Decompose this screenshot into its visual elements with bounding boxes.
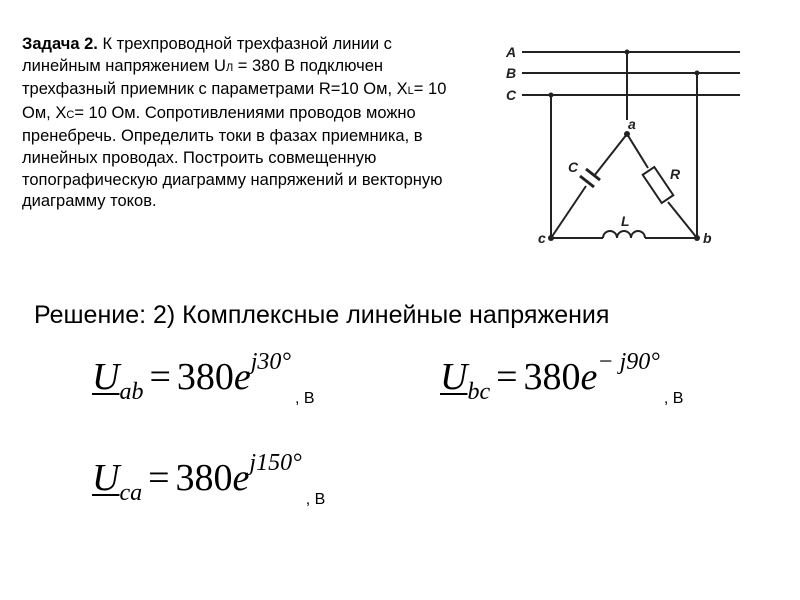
label-node-c: c [538, 230, 546, 246]
formula-uab-equals: = [149, 356, 171, 398]
subscript-L: L [407, 85, 414, 98]
formula-ubc [440, 349, 684, 407]
formula-uca-unit: , В [305, 491, 326, 508]
formula-uca-symbol: U [92, 457, 120, 499]
subscript-C: C [66, 108, 75, 121]
formula-ubc-e: e [580, 356, 598, 398]
problem-text-1: К трехпроводной трехфазной линии с линейным напряжением U [22, 35, 392, 75]
solution-heading: Решение: 2) Комплексные линейные напряжения [34, 301, 610, 329]
formula-uca-subscript: ca [119, 480, 143, 506]
label-inductor: L [621, 213, 630, 229]
formula-uca-magnitude: 380 [175, 457, 233, 499]
formula-uab-symbol: U [92, 356, 120, 398]
formula-uab [92, 349, 315, 407]
formula-uab-subscript: ab [119, 379, 144, 405]
label-line-B: B [506, 65, 517, 81]
label-node-a: a [628, 116, 636, 132]
problem-text-4: = 10 Ом. Сопротивлениями проводов можно пренебречь. Определить токи в фазах приемника, в линейных проводах. Построить совмещенную топографическую диаграмму напряжений и векторную диаграмму токов. [22, 103, 443, 211]
label-line-A: A [506, 44, 517, 60]
resistor [643, 167, 674, 203]
problem-text-2: = 380 В подключен трехфазный приемник с параметрами R=10 Ом, X [22, 56, 408, 99]
formula-uab-exponent: j30° [250, 349, 292, 375]
label-resistor: R [670, 166, 681, 182]
problem-heading: Задача 2. [22, 35, 98, 53]
inductor [603, 231, 645, 238]
formula-uab-magnitude: 380 [176, 356, 234, 398]
formula-ubc-magnitude: 380 [523, 356, 581, 398]
formula-ubc-exponent: − j90° [597, 349, 660, 375]
formula-ubc-symbol: U [440, 356, 468, 398]
formula-uca-equals: = [148, 457, 170, 499]
formula-uab-unit: , В [295, 390, 315, 407]
formula-ubc-equals: = [496, 356, 518, 398]
label-node-b: b [703, 230, 712, 246]
circuit-diagram [500, 38, 750, 260]
capacitor-plate-2 [580, 176, 594, 187]
formula-ubc-unit: , В [663, 390, 684, 407]
label-line-C: C [506, 87, 517, 103]
problem-statement [22, 34, 462, 213]
subscript-l: Л [225, 61, 234, 74]
problem-text-3: = 10 Ом, X [22, 80, 447, 122]
formula-uca [92, 450, 326, 508]
formula-uca-exponent: j150° [249, 450, 302, 476]
formula-uab-e: e [233, 356, 251, 398]
formula-ubc-subscript: bc [467, 379, 491, 405]
formula-uca-e: e [232, 457, 250, 499]
label-capacitor: C [568, 159, 579, 175]
